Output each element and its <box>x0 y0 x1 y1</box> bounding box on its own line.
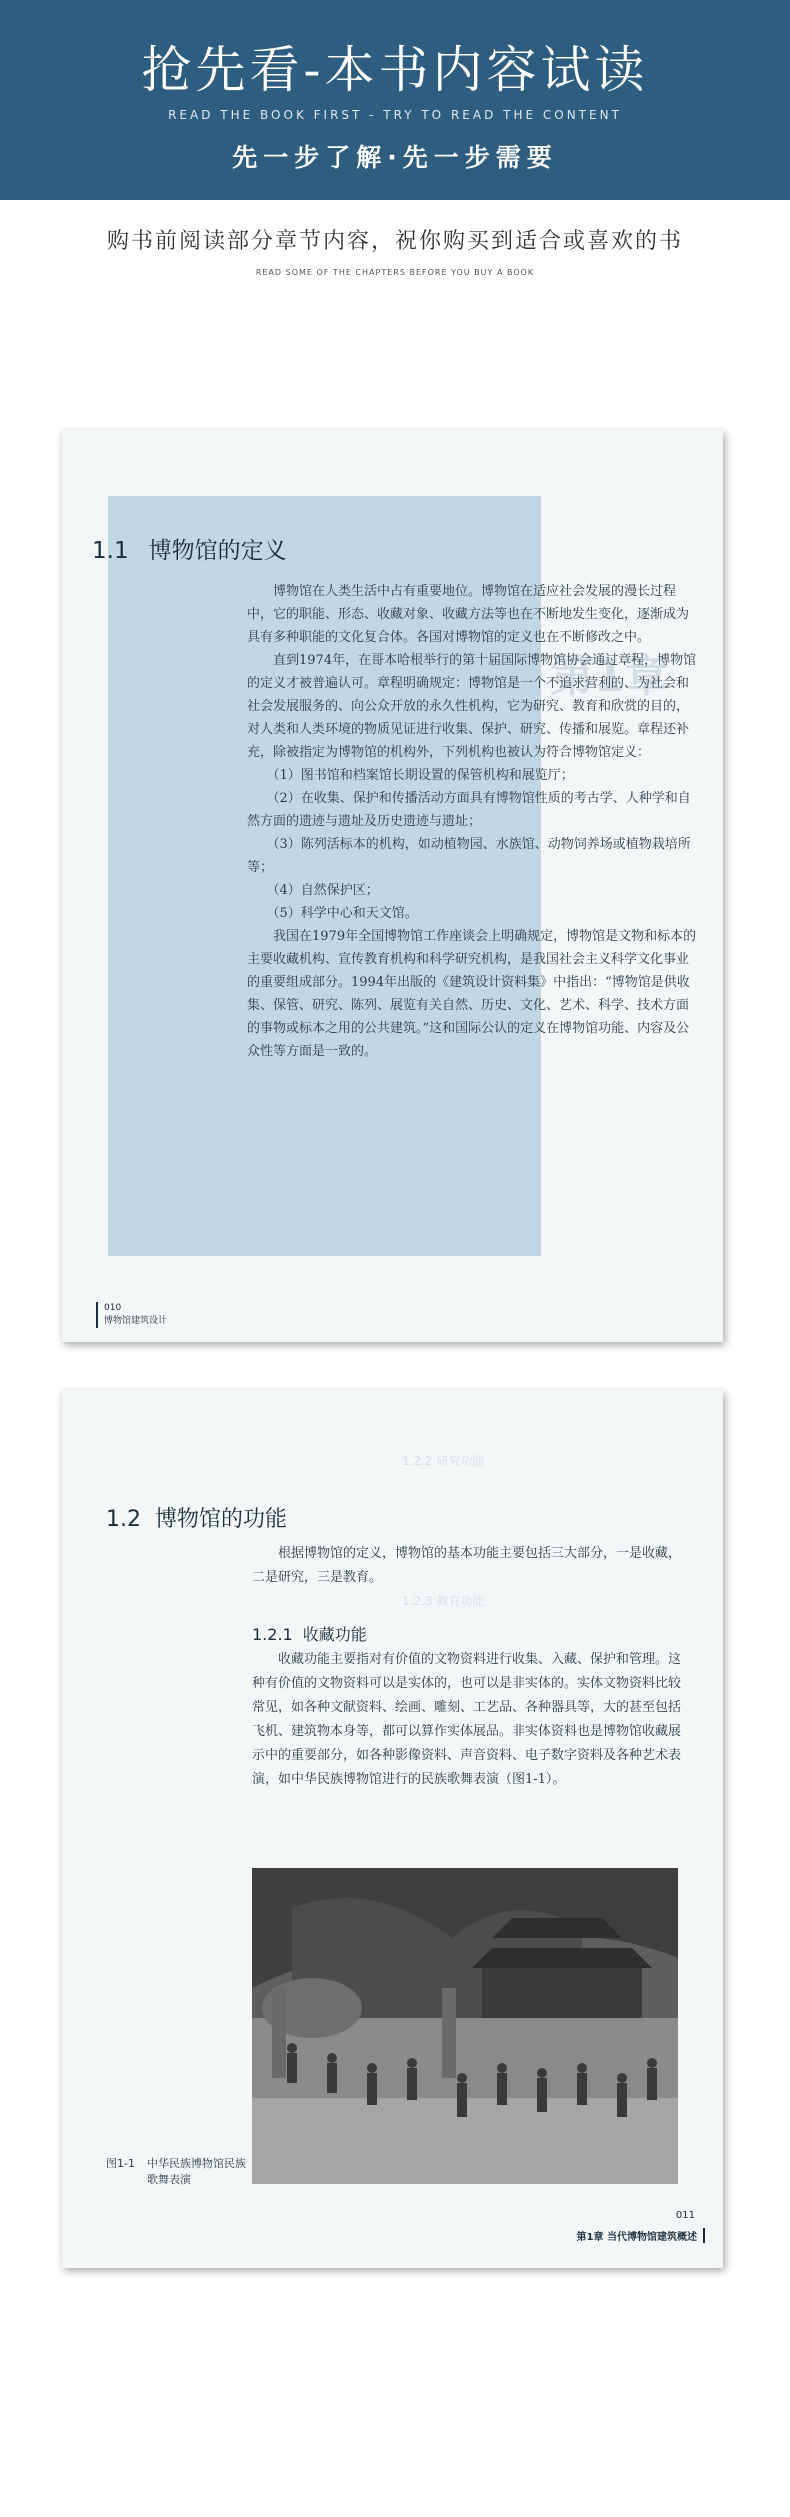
subsection-title: 收藏功能 <box>302 1625 367 1644</box>
header-banner <box>0 0 790 200</box>
section-number: 1.2 <box>106 1507 141 1532</box>
section-number: 1.1 <box>92 538 129 564</box>
page-body <box>247 580 697 1063</box>
section-title: 博物馆的定义 <box>148 538 287 564</box>
banner-tagline: 先一步了解·先一步需要 <box>232 143 558 172</box>
paragraph: 根据博物馆的定义，博物馆的基本功能主要包括三大部分，一是收藏，二是研究，三是教育。 <box>252 1546 682 1585</box>
intro-text: 购书前阅读部分章节内容，祝你购买到适合或喜欢的书 <box>106 229 683 254</box>
list-item: （1）图书馆和档案馆长期设置的保管机构和展览厅； <box>266 768 574 783</box>
ghost-chapter-title: 第1章 <box>550 651 669 702</box>
ghost-bleed-text: 1.2.2 研究功能 <box>402 1454 485 1468</box>
performance-photo <box>252 1868 678 2184</box>
figure-number: 图1-1 <box>106 2157 135 2170</box>
book-page-1 <box>62 430 723 1342</box>
paragraph: 收藏功能主要指对有价值的文物资料进行收集、入藏、保护和管理。这种有价值的文物资料可以是实体的，也可以是非实体的。实体文物资料比较常见，如各种文献资料、绘画、雕刻、工艺品、各种器具等，大的甚至包括飞机、建筑物本身等，都可以算作实体展品。非实体资料也是博物馆收藏展示中的重要部分，如各种影像资料、声音资料、电子数字资料及各种艺术表演，如中华民族博物馆进行的民族歌舞表演（图1-1）。 <box>252 1652 682 1787</box>
section-title: 博物馆的功能 <box>155 1507 288 1532</box>
book-page-2 <box>62 1390 723 2268</box>
page-number: 010 <box>104 1303 122 1313</box>
banner-subtitle: READ THE BOOK FIRST - TRY TO READ THE CONTENT <box>168 108 622 122</box>
list-item: （3）陈列活标本的机构，如动植物园、水族馆、动物饲养场或植物栽培所等； <box>247 837 691 875</box>
paragraph: 直到1974年，在哥本哈根举行的第十届国际博物馆协会通过章程，博物馆的定义才被普遍认可。章程明确规定：博物馆是一个不追求营利的、为社会和社会发展服务的、向公众开放的永久性机构，它为研究、教育和欣赏的目的，对人类和人类环境的物质见证进行收集、保护、研究、传播和展览。章程还补充，除被指定为博物馆的机构外，下列机构也被认为符合博物馆定义： <box>247 653 697 760</box>
banner-title: 抢先看-本书内容试读 <box>141 41 649 99</box>
paragraph: 我国在1979年全国博物馆工作座谈会上明确规定，博物馆是文物和标本的主要收藏机构、宣传教育机构和科学研究机构，是我国社会主义科学文化事业的重要组成部分。1994年出版的《建筑设计资料集》中指出：“博物馆是供收集、保管、研究、陈列、展览有关自然、历史、文化、艺术、科学、技术方面的事物或标本之用的公共建筑。”这和国际公认的定义在博物馆功能、内容及公众性等方面是一致的。 <box>247 929 697 1059</box>
figure-caption-text: 中华民族博物馆民族歌舞表演 <box>146 2157 246 2186</box>
list-item: （4）自然保护区； <box>266 883 379 898</box>
page-number: 011 <box>675 2210 695 2221</box>
chapter-footer: 第1章 当代博物馆建筑概述 <box>577 2228 705 2243</box>
list-item: （5）科学中心和天文馆。 <box>266 906 418 921</box>
subsection-number: 1.2.1 <box>252 1625 293 1644</box>
book-title: 博物馆建筑设计 <box>104 1316 168 1326</box>
section-intro <box>252 1542 682 1590</box>
intro-subtext: READ SOME OF THE CHAPTERS BEFORE YOU BUY A BOOK <box>255 268 535 277</box>
page-body <box>252 1648 682 1792</box>
photo-illustration <box>252 1868 678 2184</box>
subsection-heading <box>252 1622 367 1645</box>
ghost-bleed-text: 1.2.3 教育功能 <box>402 1594 485 1608</box>
figure-caption <box>106 2156 247 2188</box>
section-heading <box>106 1502 287 1533</box>
list-item: （2）在收集、保护和传播活动方面具有博物馆性质的考古学、人种学和自然方面的遗迹与遗址及历史遗迹与遗址； <box>247 791 691 829</box>
section-heading <box>92 532 287 565</box>
page-footer <box>96 1302 167 1328</box>
paragraph: 博物馆在人类生活中占有重要地位。博物馆在适应社会发展的漫长过程中，它的职能、形态、收藏对象、收藏方法等也在不断地发生变化，逐渐成为具有多种职能的文化复合体。各国对博物馆的定义也在不断修改之中。 <box>247 584 690 645</box>
